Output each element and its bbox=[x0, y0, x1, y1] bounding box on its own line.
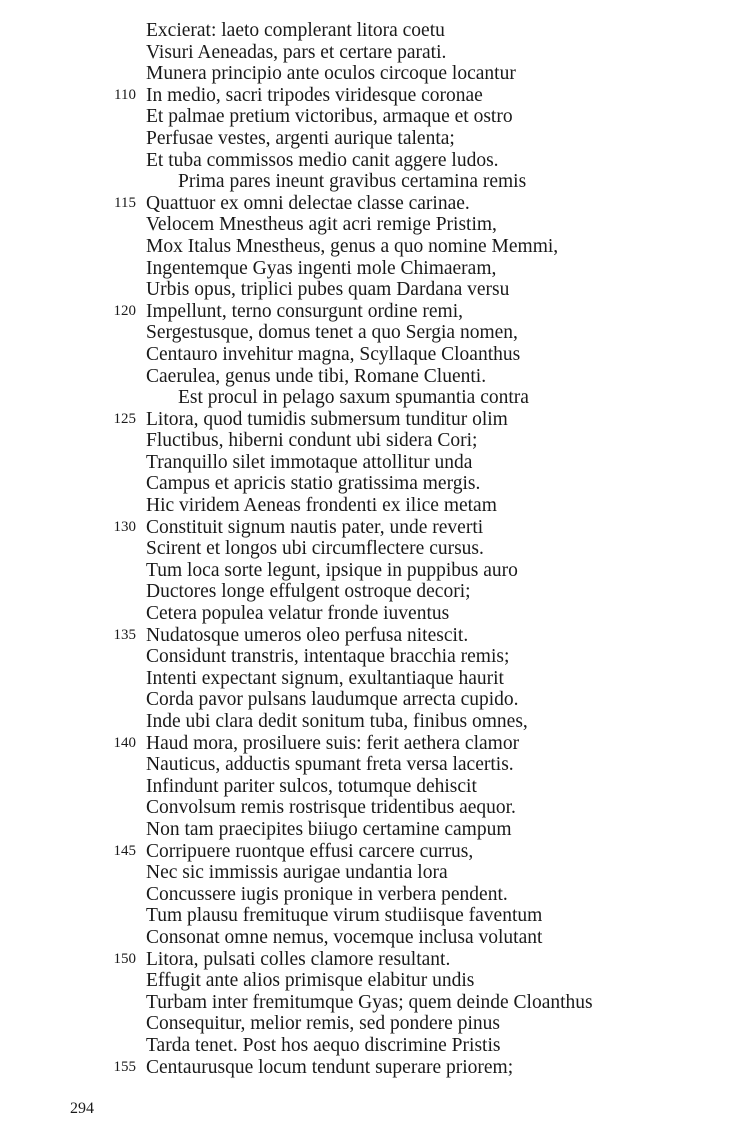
verse-line bbox=[0, 1013, 750, 1035]
verse-text: Ingentemque Gyas ingenti mole Chimaeram, bbox=[146, 257, 497, 279]
verse-line bbox=[0, 538, 750, 560]
verse-line bbox=[0, 689, 750, 711]
line-number: 120 bbox=[113, 302, 136, 319]
verse-line bbox=[0, 20, 750, 42]
verse-line bbox=[0, 495, 750, 517]
verse-line bbox=[0, 106, 750, 128]
verse-line bbox=[0, 625, 750, 647]
verse-line bbox=[0, 473, 750, 495]
poem-text bbox=[0, 20, 750, 1078]
verse-line bbox=[0, 387, 750, 409]
verse-text: Concussere iugis pronique in verbera pendent. bbox=[146, 883, 508, 905]
verse-line bbox=[0, 279, 750, 301]
verse-line bbox=[0, 193, 750, 215]
verse-text: Effugit ante alios primisque elabitur undis bbox=[146, 970, 475, 992]
verse-line bbox=[0, 42, 750, 64]
verse-text: Est procul in pelago saxum spumantia contra bbox=[178, 387, 529, 409]
verse-line bbox=[0, 581, 750, 603]
verse-text: Excierat: laeto complerant litora coetu bbox=[146, 20, 445, 41]
verse-text: Consequitur, melior remis, sed pondere pinus bbox=[146, 1013, 500, 1035]
verse-line bbox=[0, 862, 750, 884]
verse-line bbox=[0, 63, 750, 85]
verse-text: Infindunt pariter sulcos, totumque dehiscit bbox=[146, 775, 477, 797]
line-number: 145 bbox=[113, 842, 136, 859]
verse-line bbox=[0, 797, 750, 819]
verse-text: Prima pares ineunt gravibus certamina remis bbox=[178, 171, 527, 193]
verse-text: Haud mora, prosiluere suis: ferit aethera clamor bbox=[146, 732, 520, 754]
verse-line bbox=[0, 366, 750, 388]
verse-text: Consonat omne nemus, vocemque inclusa volutant bbox=[146, 926, 543, 948]
verse-line bbox=[0, 927, 750, 949]
verse-line bbox=[0, 754, 750, 776]
verse-line bbox=[0, 970, 750, 992]
verse-line bbox=[0, 905, 750, 927]
verse-line bbox=[0, 322, 750, 344]
verse-line bbox=[0, 949, 750, 971]
verse-line bbox=[0, 258, 750, 280]
verse-line bbox=[0, 517, 750, 539]
line-number: 150 bbox=[113, 950, 136, 967]
verse-text: Litora, quod tumidis submersum tunditur olim bbox=[146, 408, 508, 430]
verse-text: Velocem Mnestheus agit acri remige Pristim, bbox=[146, 214, 497, 236]
verse-text: Tarda tenet. Post hos aequo discrimine Pristis bbox=[146, 1034, 501, 1056]
verse-line bbox=[0, 819, 750, 841]
verse-text: Et palmae pretium victoribus, armaque et ostro bbox=[146, 106, 513, 128]
verse-text: Convolsum remis rostrisque tridentibus aequor. bbox=[146, 797, 516, 819]
verse-line bbox=[0, 150, 750, 172]
verse-text: Visuri Aeneadas, pars et certare parati. bbox=[146, 41, 447, 63]
verse-text: Scirent et longos ubi circumflectere cursus. bbox=[146, 538, 484, 560]
verse-line bbox=[0, 301, 750, 323]
verse-line bbox=[0, 85, 750, 107]
verse-text: Mox Italus Mnestheus, genus a quo nomine Memmi, bbox=[146, 235, 559, 257]
line-number: 125 bbox=[113, 410, 136, 427]
verse-text: Tranquillo silet immotaque attollitur unda bbox=[146, 451, 473, 473]
verse-line bbox=[0, 711, 750, 733]
verse-text: Campus et apricis statio gratissima mergis. bbox=[146, 473, 481, 495]
verse-line bbox=[0, 776, 750, 798]
verse-text: Tum plausu fremituque virum studiisque faventum bbox=[146, 905, 543, 927]
verse-text: Et tuba commissos medio canit aggere ludos. bbox=[146, 149, 499, 171]
verse-text: In medio, sacri tripodes viridesque coronae bbox=[146, 84, 483, 106]
verse-line bbox=[0, 128, 750, 150]
verse-text: Fluctibus, hiberni condunt ubi sidera Cori; bbox=[146, 430, 478, 452]
line-number: 130 bbox=[113, 518, 136, 535]
verse-text: Litora, pulsati colles clamore resultant. bbox=[146, 948, 451, 970]
verse-text: Cetera populea velatur fronde iuventus bbox=[146, 603, 450, 625]
verse-text: Nauticus, adductis spumant freta versa lacertis. bbox=[146, 754, 514, 776]
verse-line bbox=[0, 668, 750, 690]
verse-text: Munera principio ante oculos circoque locantur bbox=[146, 63, 516, 85]
line-number: 110 bbox=[114, 86, 136, 103]
verse-text: Corda pavor pulsans laudumque arrecta cupido. bbox=[146, 689, 519, 711]
verse-line bbox=[0, 733, 750, 755]
verse-text: Turbam inter fremitumque Gyas; quem deinde Cloanthus bbox=[146, 991, 593, 1013]
verse-line bbox=[0, 409, 750, 431]
verse-text: Centaurusque locum tendunt superare priorem; bbox=[146, 1056, 514, 1078]
verse-text: Inde ubi clara dedit sonitum tuba, finibus omnes, bbox=[146, 711, 528, 732]
verse-text: Centauro invehitur magna, Scyllaque Cloanthus bbox=[146, 343, 521, 365]
line-number: 135 bbox=[113, 626, 136, 643]
verse-text: Corripuere ruontque effusi carcere currus, bbox=[146, 840, 474, 862]
verse-text: Considunt transtris, intentaque bracchia remis; bbox=[146, 646, 510, 668]
verse-text: Quattuor ex omni delectae classe carinae. bbox=[146, 192, 470, 214]
verse-line bbox=[0, 452, 750, 474]
verse-line bbox=[0, 430, 750, 452]
line-number: 115 bbox=[114, 194, 136, 211]
verse-text: Sergestusque, domus tenet a quo Sergia nomen, bbox=[146, 322, 518, 344]
line-number: 155 bbox=[113, 1058, 136, 1075]
verse-line bbox=[0, 560, 750, 582]
verse-text: Urbis opus, triplici pubes quam Dardana versu bbox=[146, 279, 510, 301]
verse-text: Nudatosque umeros oleo perfusa nitescit. bbox=[146, 624, 469, 646]
verse-line bbox=[0, 1057, 750, 1079]
verse-line bbox=[0, 171, 750, 193]
verse-line bbox=[0, 236, 750, 258]
verse-text: Caerulea, genus unde tibi, Romane Cluenti. bbox=[146, 365, 487, 387]
verse-text: Intenti expectant signum, exultantiaque haurit bbox=[146, 667, 504, 689]
verse-line bbox=[0, 884, 750, 906]
verse-text: Hic viridem Aeneas frondenti ex ilice metam bbox=[146, 495, 497, 517]
verse-text: Impellunt, terno consurgunt ordine remi, bbox=[146, 300, 463, 322]
verse-text: Ductores longe effulgent ostroque decori; bbox=[146, 581, 471, 603]
verse-text: Perfusae vestes, argenti aurique talenta; bbox=[146, 127, 455, 149]
verse-line bbox=[0, 344, 750, 366]
verse-line bbox=[0, 1035, 750, 1057]
verse-line bbox=[0, 841, 750, 863]
line-number: 140 bbox=[113, 734, 136, 751]
verse-text: Constituit signum nautis pater, unde reverti bbox=[146, 516, 484, 538]
verse-line bbox=[0, 214, 750, 236]
verse-line bbox=[0, 646, 750, 668]
verse-line bbox=[0, 603, 750, 625]
page-number: 294 bbox=[70, 1100, 94, 1117]
verse-text: Tum loca sorte legunt, ipsique in puppibus auro bbox=[146, 559, 518, 581]
verse-text: Non tam praecipites biiugo certamine campum bbox=[146, 818, 512, 840]
verse-line bbox=[0, 992, 750, 1014]
verse-text: Nec sic immissis aurigae undantia lora bbox=[146, 862, 448, 884]
